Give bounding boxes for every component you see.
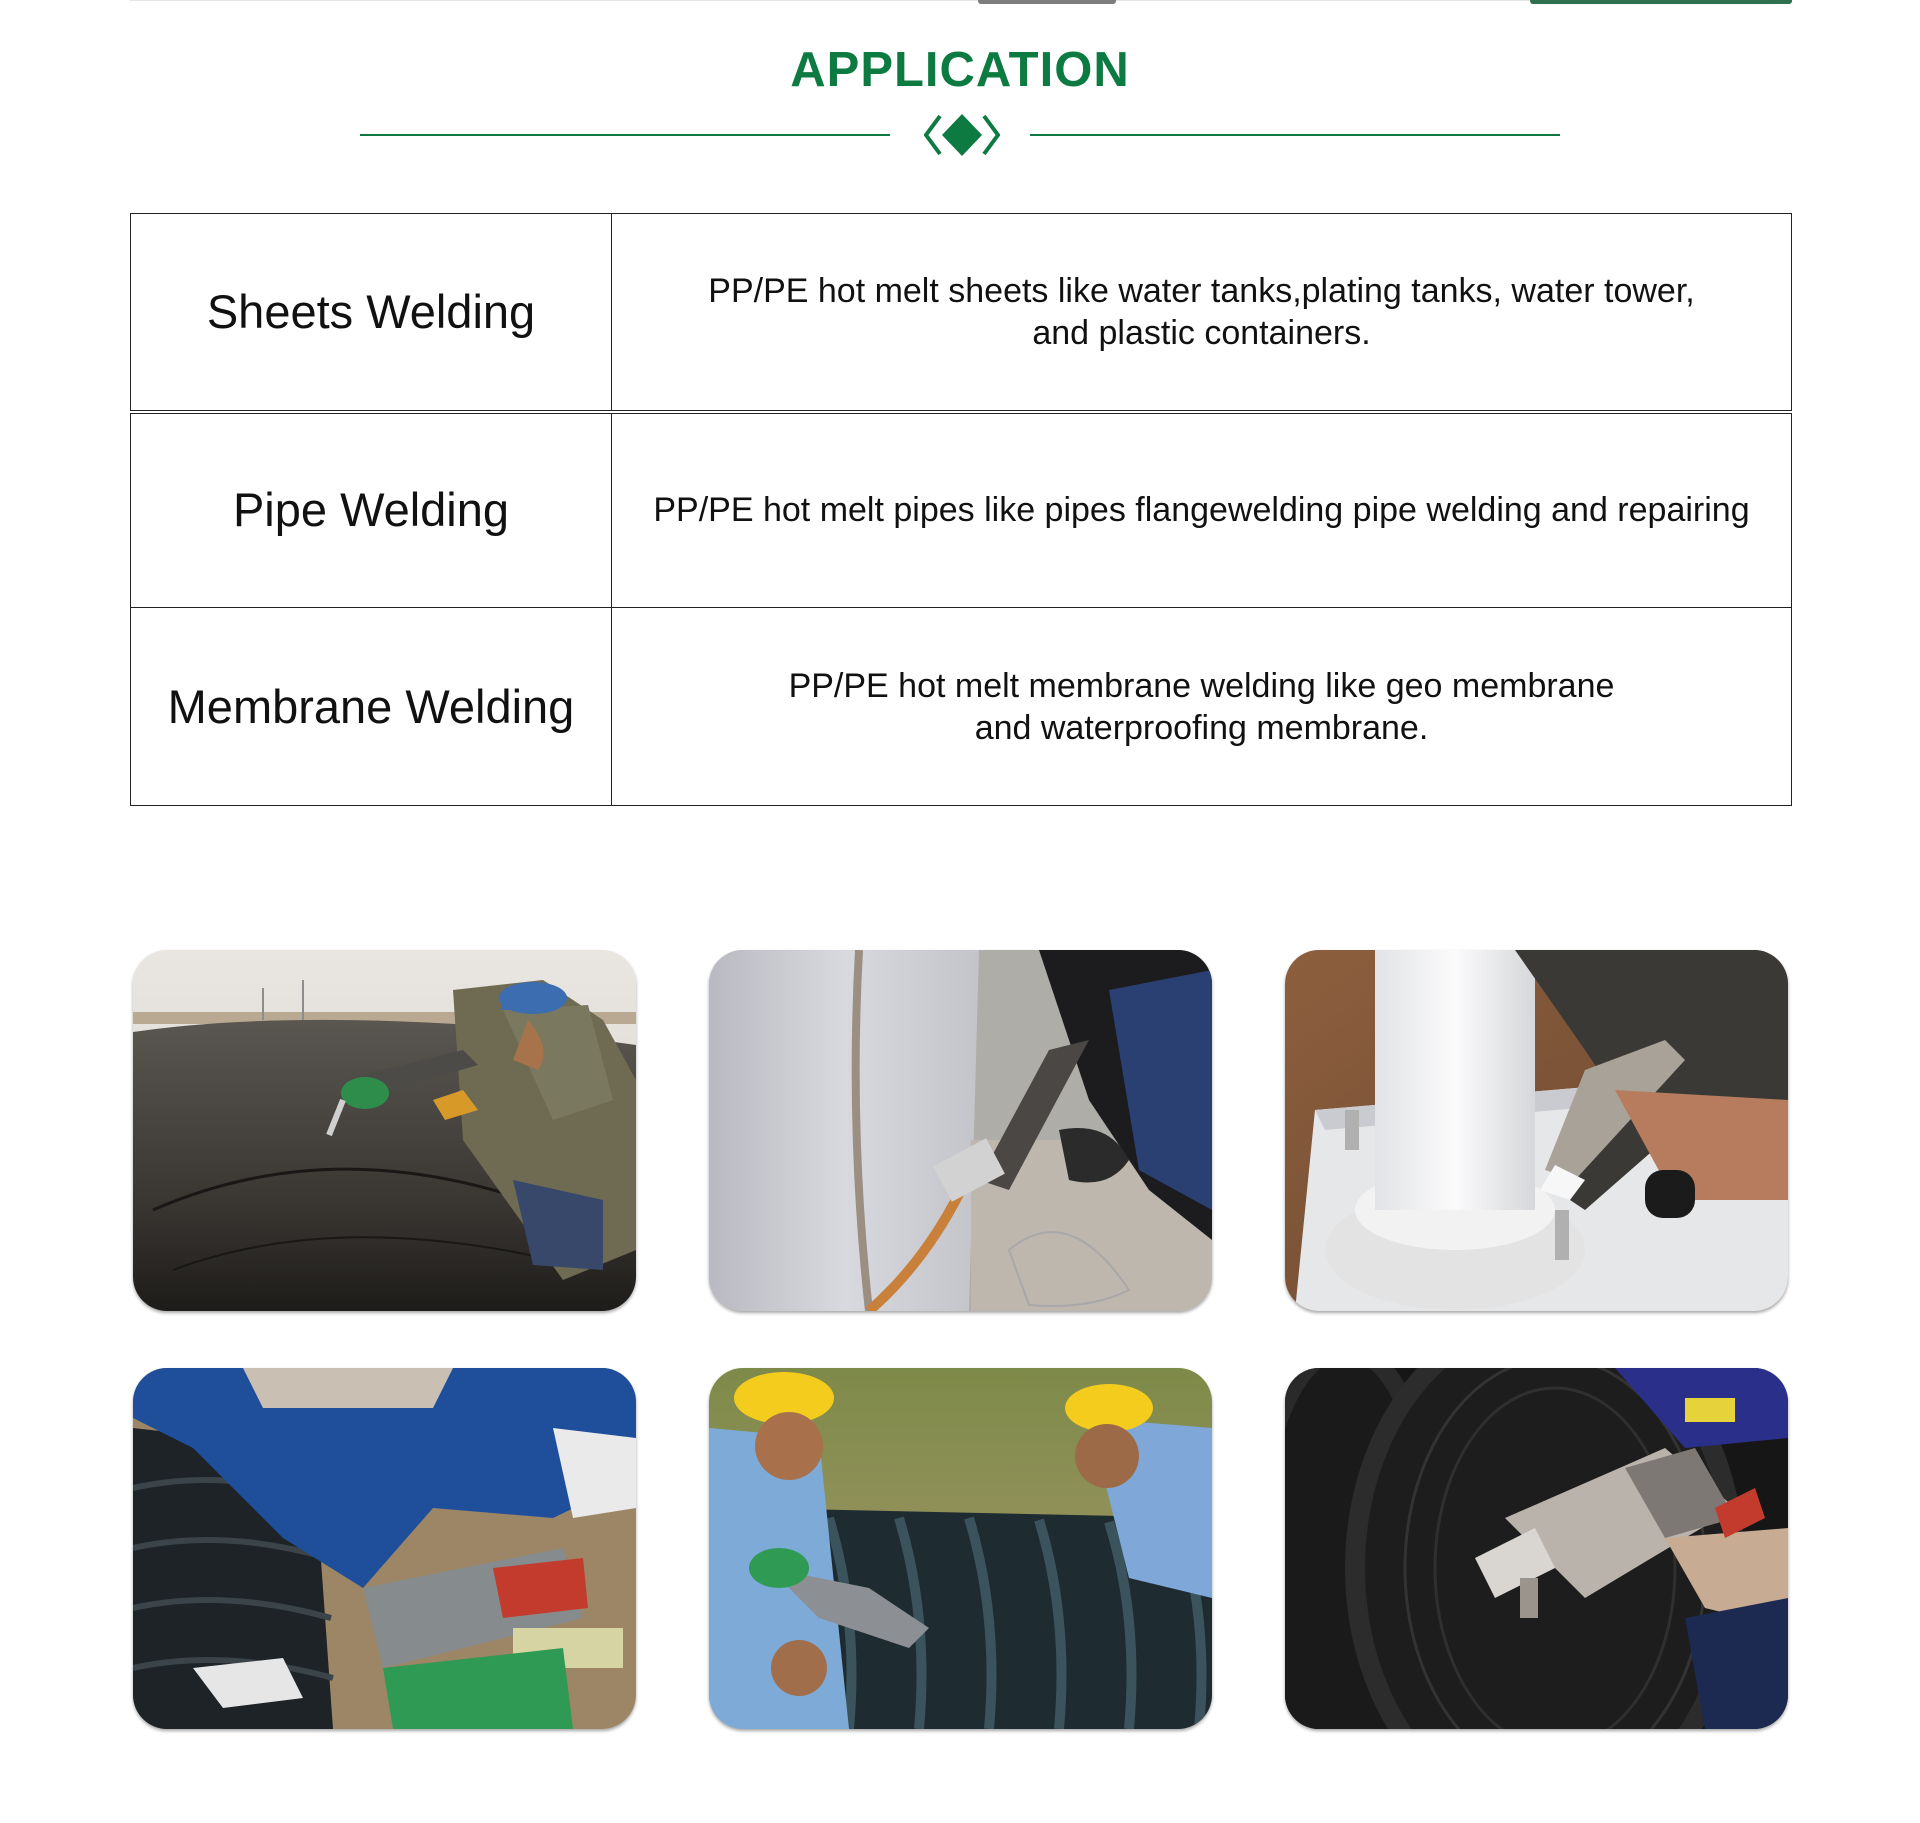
application-description (612, 608, 1792, 806)
diamond-ornament-icon (924, 110, 1000, 160)
application-name: Membrane Welding (131, 608, 612, 806)
application-description (612, 412, 1792, 608)
application-name: Sheets Welding (131, 214, 612, 412)
description-line: and waterproofing membrane. (974, 708, 1429, 747)
previous-section-edge (0, 0, 1920, 6)
previous-image-fragment (978, 0, 1116, 4)
application-description (612, 214, 1792, 412)
pipe-flange-welding-photo (1285, 950, 1788, 1311)
description-line: PP/PE hot melt sheets like water tanks,plating tanks, water tower, (708, 271, 1695, 310)
application-table (130, 213, 1792, 806)
table-row (131, 608, 1792, 806)
application-name: Pipe Welding (131, 412, 612, 608)
black-pipe-extrusion-welding-photo (1285, 1368, 1788, 1729)
corrugated-pipe-field-welding-photo (709, 1368, 1212, 1729)
description-line: and plastic containers. (1032, 313, 1371, 352)
tank-seam-welding-photo (709, 950, 1212, 1311)
previous-image-fragment (1530, 0, 1792, 4)
description-line: PP/PE hot melt membrane welding like geo membrane (788, 666, 1615, 705)
corrugated-pipe-repair-photo (133, 1368, 636, 1729)
section-title: APPLICATION (790, 43, 1130, 97)
title-divider-right (1030, 134, 1560, 136)
title-divider-left (360, 134, 890, 136)
description-line: PP/PE hot melt pipes like pipes flangewelding pipe welding and repairing (653, 491, 1750, 530)
geomembrane-welding-photo (133, 950, 636, 1311)
table-row (131, 412, 1792, 608)
table-row (131, 214, 1792, 412)
